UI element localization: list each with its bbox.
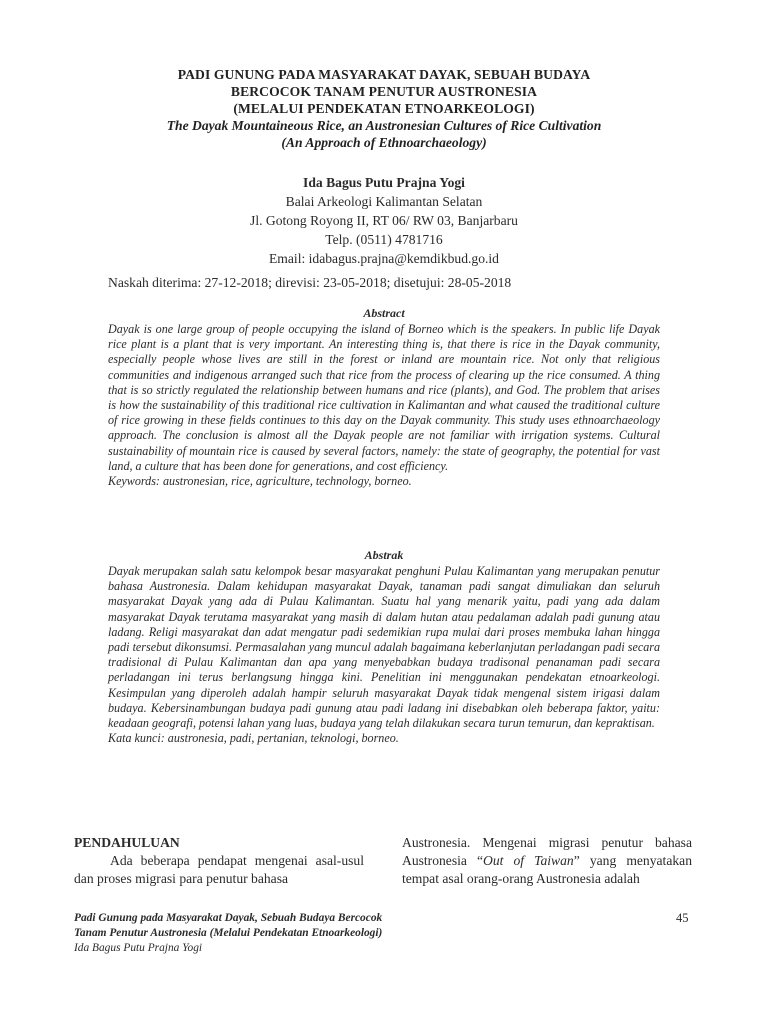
intro-right-italic: Out of Taiwan	[483, 853, 574, 868]
intro-column-right	[402, 834, 692, 888]
abstrak-keywords: Kata kunci: austronesia, padi, pertanian, teknologi, borneo.	[108, 731, 399, 746]
intro-paragraph-right	[402, 834, 692, 888]
footer-author: Ida Bagus Putu Prajna Yogi	[74, 941, 203, 954]
title-line-1: PADI GUNUNG PADA MASYARAKAT DAYAK, SEBUAH BUDAYA	[177, 67, 591, 82]
article-title	[80, 66, 688, 151]
section-heading-pendahuluan: PENDAHULUAN	[74, 835, 180, 850]
intro-right-text-2: ” yang menyatakan tempat asal orang-orang Austronesia adalah	[402, 853, 692, 886]
footer-title-line-2: Tanam Penutur Austronesia (Melalui Pendekatan Etnoarkeologi)	[74, 926, 383, 939]
page-footer	[74, 911, 382, 955]
author-institution: Balai Arkeologi Kalimantan Selatan	[285, 194, 483, 209]
title-line-3: (MELALUI PENDEKATAN ETNOARKEOLOGI)	[233, 101, 535, 116]
abstrak-body: Dayak merupakan salah satu kelompok besar masyarakat penghuni Pulau Kalimantan yang merupakan penutur bahasa Austronesia. Dalam kehidupan masyarakat Dayak, tanaman padi sangat dimuliakan dan seluruh masyarakat Dayak yang ada di Pulau Kalimantan. Suatu hal yang menarik yaitu, padi yang ada dalam masyarakat Dayak terutama masyarakat yang masih di dalam hutan atau pedalaman adalah padi gunung atau ladang. Religi masyarakat dan adat mengatur padi sedemikian rupa mulai dari proses membuka lahan hingga padi tersebut dikonsumsi. Permasalahan yang muncul adalah bagaimana keberlanjutan perladangan padi secara tradisional di Pulau Kalimantan dan apa yang menyebabkan budaya tradisonal penanaman padi secara perladangan ini terus berlangsung hingga kini. Penelitian ini menggunakan pendekatan etnoarkeologi. Kesimpulan yang diperoleh adalah hampir seluruh masyarakat Dayak tidak mengenal sistem irigasi dalam budaya. Kebersinambungan budaya padi gunung atau padi ladang ini disebabkan oleh beberapa faktor, yaitu: keadaan geografi, potensi lahan yang luas, budaya yang telah dilakukan secara turun temurun, dan kepraktisan.	[108, 564, 660, 731]
page-number: 45	[676, 911, 689, 925]
manuscript-dates: Naskah diterima: 27-12-2018; direvisi: 23-05-2018; disetujui: 28-05-2018	[108, 275, 512, 290]
intro-right-text-1: Austronesia. Mengenai migrasi penutur bahasa Austronesia “	[402, 835, 692, 868]
abstract-english	[108, 322, 660, 489]
title-line-2: BERCOCOK TANAM PENUTUR AUSTRONESIA	[230, 84, 538, 99]
abstrak-heading: Abstrak	[364, 548, 404, 562]
english-title-line-2: (An Approach of Ethnoarchaeology)	[281, 135, 487, 150]
footer-title-line-1: Padi Gunung pada Masyarakat Dayak, Sebuah Budaya Bercocok	[74, 912, 383, 924]
author-name: Ida Bagus Putu Prajna Yogi	[303, 175, 465, 190]
abstract-body: Dayak is one large group of people occupying the island of Borneo which is the speakers. In public life Dayak rice plant is a plant that is very important. An interesting thing is, that there is rice in the Dayak community, especially people whose lives are still in the forest or inland are mountain rice. Not only that religious communities and indigenous arranged such that rice from the process of clearing up the rice consumed. A thing that is so strictly regulated the relationship between humans and rice (plants), and God. The problem that arises is how the sustainability of this traditional rice cultivation in Kalimantan and what caused the traditional culture of rice growing in these fields continues to this day on the Dayak community. This study uses ethnoarchaeology approach. The conclusion is almost all the Dayak people are not familiar with irrigation systems. Cultural sustainability of mountain rice is caused by several factors, namely: the state of geography, the potential for vast land, a culture that has been done for generations, and cost efficiency.	[108, 322, 660, 473]
abstract-heading: Abstract	[363, 306, 405, 320]
intro-paragraph-left: Ada beberapa pendapat mengenai asal-usul dan proses migrasi para penutur bahasa	[74, 853, 364, 886]
english-title-line-1: The Dayak Mountaineous Rice, an Austronesian Cultures of Rice Cultivation	[166, 118, 602, 133]
author-address: Jl. Gotong Royong II, RT 06/ RW 03, Banjarbaru	[250, 213, 518, 228]
intro-column-left	[74, 834, 364, 888]
author-phone: Telp. (0511) 4781716	[325, 232, 443, 247]
abstract-keywords: Keywords: austronesian, rice, agriculture, technology, borneo.	[108, 474, 412, 489]
author-info	[80, 173, 688, 268]
abstract-indonesian	[108, 564, 660, 746]
author-email: Email: idabagus.prajna@kemdikbud.go.id	[269, 251, 499, 266]
